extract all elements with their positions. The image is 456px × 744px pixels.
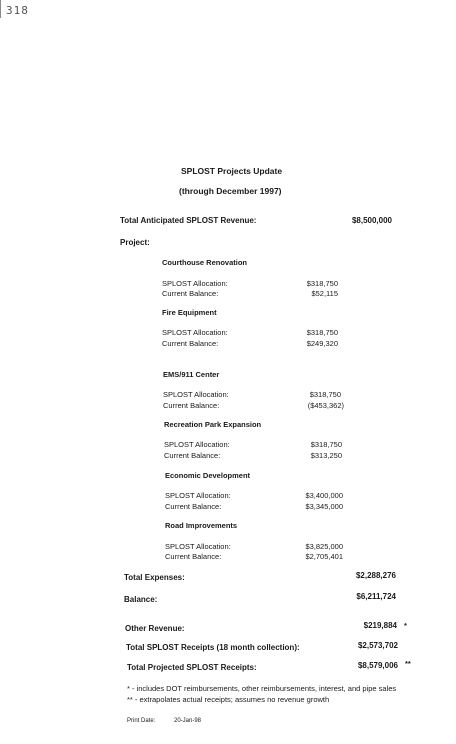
summary-value: $219,884 bbox=[363, 621, 397, 630]
balance-value: $2,705,401 bbox=[305, 552, 343, 561]
scan-edge-mark bbox=[0, 0, 4, 18]
allocation-value: $3,825,000 bbox=[305, 542, 343, 551]
document-title: SPLOST Projects Update bbox=[181, 166, 283, 176]
balance-label: Current Balance: bbox=[165, 552, 222, 561]
balance-value: $249,320 bbox=[306, 339, 338, 348]
project-heading: Project: bbox=[120, 238, 150, 247]
allocation-value: $318,750 bbox=[306, 279, 338, 288]
summary-label: Total Projected SPLOST Receipts: bbox=[127, 663, 257, 672]
project-name: Road Improvements bbox=[165, 521, 238, 530]
allocation-label: SPLOST Allocation: bbox=[164, 440, 230, 449]
allocation-value: $3,400,000 bbox=[305, 491, 343, 500]
summary-value: $6,211,724 bbox=[356, 592, 396, 601]
allocation-value: $318,750 bbox=[306, 328, 338, 337]
summary-label: Other Revenue: bbox=[125, 624, 185, 633]
page-number: 318 bbox=[6, 4, 29, 17]
summary-value: $8,579,006 bbox=[357, 661, 398, 670]
project-name: Economic Development bbox=[165, 471, 251, 480]
footnote-marker: * bbox=[404, 621, 407, 630]
balance-value: $52,115 bbox=[311, 289, 338, 298]
allocation-label: SPLOST Allocation: bbox=[165, 542, 231, 551]
balance-label: Current Balance: bbox=[162, 289, 219, 298]
total-revenue-value: $8,500,000 bbox=[351, 216, 392, 225]
print-date-label: Print Date: bbox=[127, 718, 156, 724]
balance-label: Current Balance: bbox=[165, 502, 222, 511]
summary-label: Balance: bbox=[124, 595, 158, 604]
balance-value: $313,250 bbox=[310, 451, 342, 460]
total-revenue-label: Total Anticipated SPLOST Revenue: bbox=[120, 216, 257, 225]
allocation-label: SPLOST Allocation: bbox=[163, 390, 229, 399]
balance-value: ($453,362) bbox=[307, 401, 344, 410]
allocation-label: SPLOST Allocation: bbox=[162, 279, 228, 288]
project-name: Fire Equipment bbox=[162, 308, 217, 317]
document-subtitle: (through December 1997) bbox=[179, 186, 282, 196]
balance-label: Current Balance: bbox=[164, 451, 221, 460]
balance-value: $3,345,000 bbox=[305, 502, 343, 511]
footnote-marker: ** bbox=[405, 659, 411, 668]
allocation-label: SPLOST Allocation: bbox=[165, 491, 231, 500]
allocation-value: $318,750 bbox=[310, 440, 342, 449]
footnote: ** - extrapolates actual receipts; assumes no revenue growth bbox=[127, 695, 330, 704]
summary-value: $2,288,276 bbox=[355, 571, 396, 580]
print-date-value: 20-Jan-98 bbox=[174, 718, 202, 724]
footnote: * - includes DOT reimbursements, other reimbursements, interest, and pipe sales bbox=[127, 684, 397, 693]
balance-label: Current Balance: bbox=[162, 339, 219, 348]
project-name: Courthouse Renovation bbox=[162, 258, 248, 267]
project-name: EMS/911 Center bbox=[163, 370, 220, 379]
summary-value: $2,573,702 bbox=[357, 641, 398, 650]
project-name: Recreation Park Expansion bbox=[164, 420, 262, 429]
summary-label: Total SPLOST Receipts (18 month collection): bbox=[126, 643, 300, 652]
allocation-label: SPLOST Allocation: bbox=[162, 328, 228, 337]
allocation-value: $318,750 bbox=[309, 390, 341, 399]
balance-label: Current Balance: bbox=[163, 401, 220, 410]
summary-label: Total Expenses: bbox=[124, 573, 185, 582]
